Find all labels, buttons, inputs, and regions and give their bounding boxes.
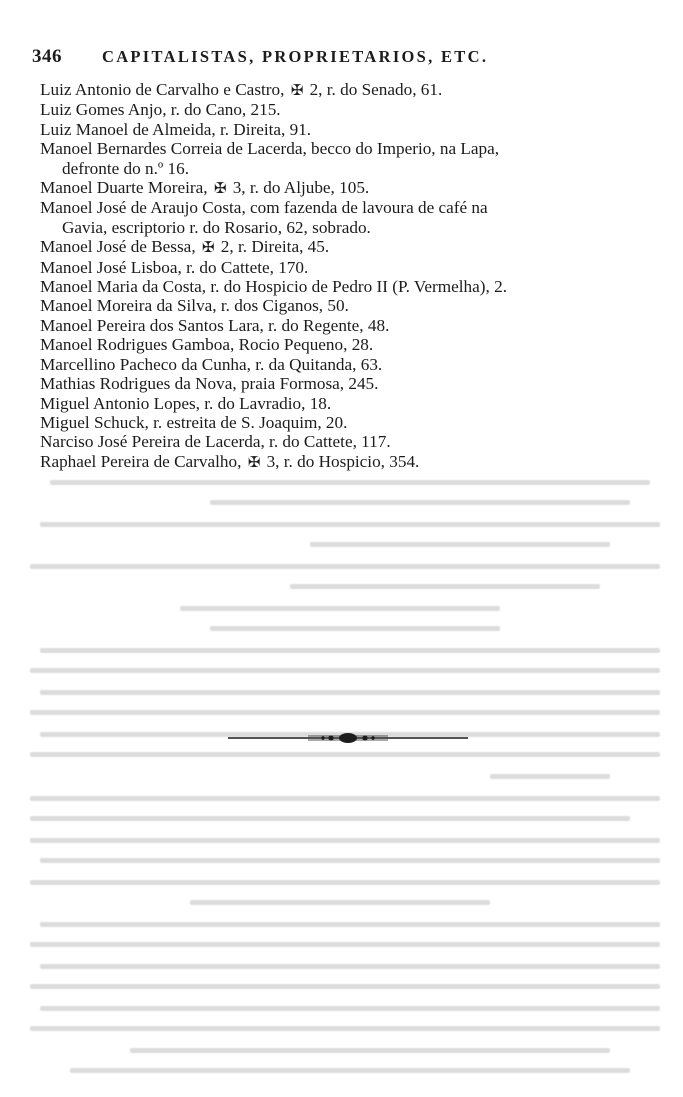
page-number: 346 xyxy=(32,46,62,67)
directory-entries xyxy=(40,80,630,472)
directory-entry: Luiz Gomes Anjo, r. do Cano, 215. xyxy=(40,100,281,120)
cross-icon: ✠ xyxy=(290,81,304,99)
entry-continuation: Gavia, escriptorio r. do Rosario, 62, sobrado. xyxy=(62,217,371,237)
cross-icon: ✠ xyxy=(247,452,261,471)
entry-continuation: defronte do n.º 16. xyxy=(62,158,190,178)
directory-entry: Manoel José de Bessa, ✠ 2, r. Direita, 45. xyxy=(40,237,330,257)
directory-entry: Mathias Rodrigues da Nova, praia Formosa, 245. xyxy=(40,374,379,394)
page-header xyxy=(32,46,652,70)
directory-entry: Manoel José de Araujo Costa, com fazenda de lavoura de café na Gavia, escriptorio r. do Rosario, 62, sobrado. xyxy=(40,198,630,237)
directory-entry: Raphael Pereira de Carvalho, ✠ 3, r. do Hospicio, 354. xyxy=(40,451,420,471)
directory-entry: Narciso José Pereira de Lacerda, r. do Cattete, 117. xyxy=(40,432,391,452)
directory-entry: Manoel Bernardes Correia de Lacerda, becco do Imperio, na Lapa, defronte do n.º 16. xyxy=(40,139,630,178)
running-title: CAPITALISTAS, PROPRIETARIOS, ETC. xyxy=(102,47,489,66)
directory-entry: Manoel José Lisboa, r. do Cattete, 170. xyxy=(40,257,309,277)
directory-entry: Manoel Moreira da Silva, r. dos Ciganos, 50. xyxy=(40,296,349,316)
cross-icon: ✠ xyxy=(201,238,215,257)
directory-entry: Luiz Antonio de Carvalho e Castro, ✠ 2, r. do Senado, 61. xyxy=(40,80,443,99)
directory-entry: Manoel Maria da Costa, r. do Hospicio de Pedro II (P. Vermelha), 2. xyxy=(40,277,507,297)
directory-entry: Luiz Manoel de Almeida, r. Direita, 91. xyxy=(40,119,312,139)
directory-entry: Miguel Schuck, r. estreita de S. Joaquim, 20. xyxy=(40,412,348,432)
directory-entry: Manoel Duarte Moreira, ✠ 3, r. do Aljube, 105. xyxy=(40,178,370,198)
directory-entry: Manoel Rodrigues Gamboa, Rocio Pequeno, 28. xyxy=(40,335,374,355)
ornament-rule xyxy=(228,732,468,744)
directory-entry: Marcellino Pacheco da Cunha, r. da Quitanda, 63. xyxy=(40,354,383,374)
show-through-texture xyxy=(20,470,670,1090)
cross-icon: ✠ xyxy=(213,179,227,198)
directory-entry: Manoel Pereira dos Santos Lara, r. do Regente, 48. xyxy=(40,315,390,335)
directory-entry: Miguel Antonio Lopes, r. do Lavradio, 18. xyxy=(40,393,332,413)
show-through-lines xyxy=(20,470,670,1090)
